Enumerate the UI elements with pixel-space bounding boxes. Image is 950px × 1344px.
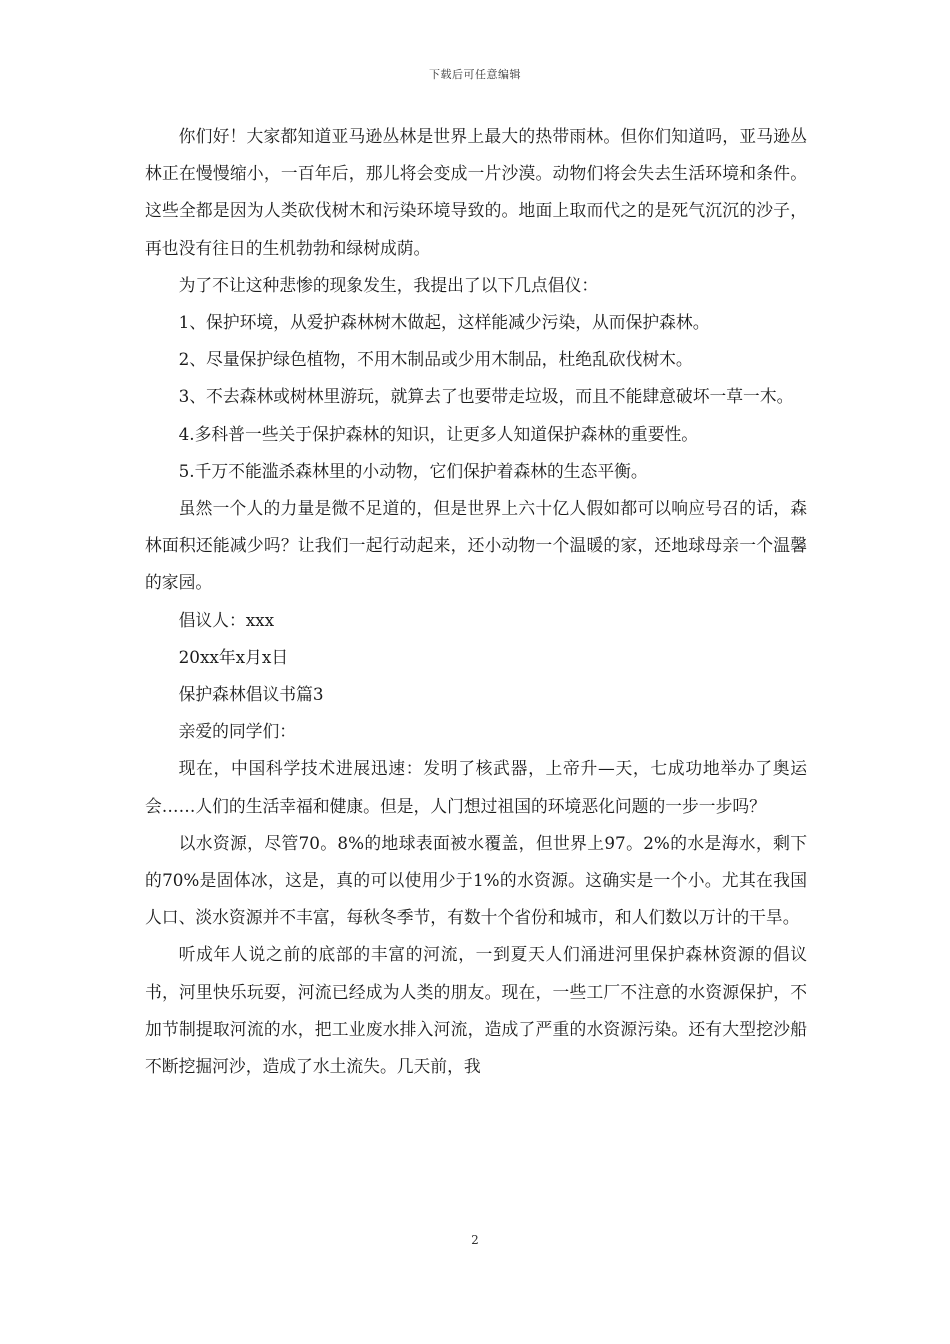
paragraph: 现在，中国科学技术进展迅速：发明了核武器，上帝升—天，七成功地举办了奥运会……人们的生活幸福和健康。但是，人门想过祖国的环境恶化问题的一步一步吗？ xyxy=(145,758,807,816)
list-item: 2、尽量保护绿色植物，不用木制品或少用木制品，杜绝乱砍伐树木。 xyxy=(178,349,693,370)
paragraph: 你们好！大家都知道亚马逊丛林是世界上最大的热带雨林。但你们知道吗，亚马逊丛林正在慢慢缩小，一百年后，那儿将会变成一片沙漠。动物们将会失去生活环境和条件。这些全都是因为人类砍伐树木和污染环境导致的。地面上取而代之的是死气沉沉的沙子，再也没有往日的生机勃勃和绿树成荫。 xyxy=(145,126,807,258)
page-number: 2 xyxy=(471,1233,479,1247)
paragraph: 以水资源，尽管70。8%的地球表面被水覆盖，但世界上97。2%的水是海水，剩下的70%是固体冰，这是，真的可以使用少于1%的水资源。这确实是一个小。尤其在我国人口、淡水资源并不丰富，每秋冬季节，有数十个省份和城市，和人们数以万计的干旱。 xyxy=(145,832,807,928)
page-header: 下载后可任意编辑 xyxy=(429,68,521,81)
paragraph: 为了不让这种悲惨的现象发生，我提出了以下几点倡仪： xyxy=(178,274,599,295)
paragraph: 听成年人说之前的底部的丰富的河流，一到夏天人们涌进河里保护森林资源的倡议书，河里快乐玩耍，河流已经成为人类的朋友。现在，一些工厂不注意的水资源保护，不加节制提取河流的水，把工业废水排入河流，造成了严重的水资源污染。还有大型挖沙船不断挖掘河沙，造成了水土流失。几天前，我 xyxy=(145,944,807,1077)
list-item: 3、不去森林或树林里游玩，就算去了也要带走垃圾，而且不能肆意破坏一草一木。 xyxy=(178,386,794,407)
section-title: 保护森林倡议书篇3 xyxy=(178,684,324,705)
list-item: 1、保护环境，从爱护森林树木做起，这样能减少污染，从而保护森林。 xyxy=(178,312,710,333)
list-item: 5.千万不能滥杀森林里的小动物，它们保护着森林的生态平衡。 xyxy=(178,460,648,481)
salutation: 亲爱的同学们： xyxy=(178,721,297,742)
paragraph: 虽然一个人的力量是微不足道的，但是世界上六十亿人假如都可以响应号召的话，森林面积还能减少吗？让我们一起行动起来，还小动物一个温暖的家，还地球母亲一个温馨的家园。 xyxy=(145,498,807,593)
date-line: 20xx年x月x日 xyxy=(178,646,289,667)
document-body xyxy=(145,118,807,1085)
signature-line: 倡议人：xxx xyxy=(178,609,275,630)
list-item: 4.多科普一些关于保护森林的知识，让更多人知道保护森林的重要性。 xyxy=(178,423,699,444)
